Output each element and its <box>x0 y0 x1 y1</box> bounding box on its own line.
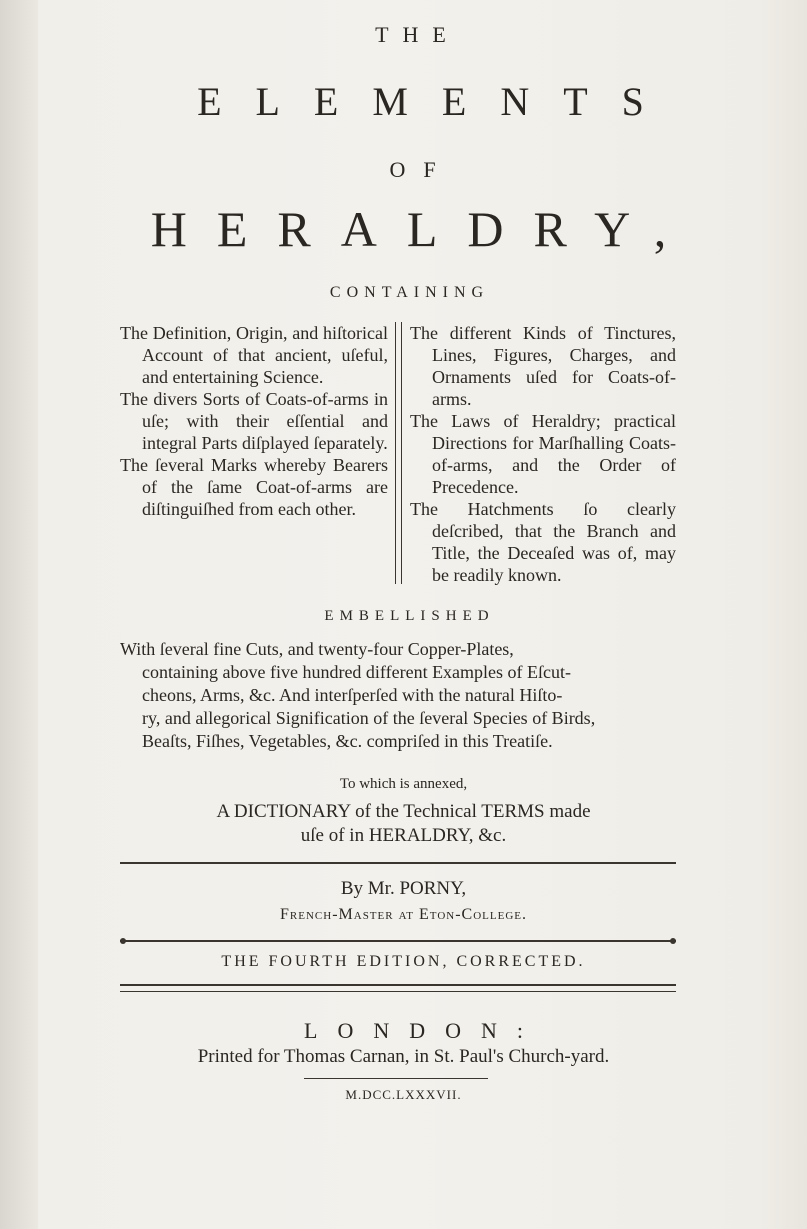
title-elements: ELEMENTS <box>197 79 678 124</box>
embellished-line: Beaſts, Fiſhes, Vegetables, &c. compriſed in this Treatiſe. <box>142 731 553 751</box>
dictionary-line: uſe of in HERALDRY, &c. <box>300 825 507 846</box>
ornamental-rule <box>120 940 676 942</box>
annexed-note: To which is annexed, <box>339 776 468 792</box>
embellished-heading: EMBELLISHED <box>324 608 495 624</box>
dictionary-line: A DICTIONARY of the Technical TERMS made <box>216 801 591 822</box>
contents-item: The divers Sorts of Coats-of-arms in uſe; with their eſſential and integral Parts diſplayed ſeparately. <box>120 389 388 453</box>
title-heraldry: HERALDRY, <box>150 201 697 257</box>
column-divider <box>395 322 402 584</box>
embellished-line: cheons, Arms, &c. And interſperſed with the natural Hiſto- <box>142 685 563 705</box>
contents-item: The ſeveral Marks whereby Bearers of the ſame Coat-of-arms are diſtinguiſhed from each other. <box>120 455 388 519</box>
date-rule <box>304 1078 488 1079</box>
edition-line: THE FOURTH EDITION, CORRECTED. <box>221 953 586 970</box>
contents-item: The Definition, Origin, and hiſtorical Account of that ancient, uſeful, and entertaining Science. <box>120 323 388 387</box>
containing-heading: CONTAINING <box>329 284 490 301</box>
ornamental-rule <box>120 862 676 864</box>
contents-item: The Laws of Heraldry; practical Directions for Marſhalling Coats-of-arms, and the Order of Precedence. <box>410 411 676 497</box>
contents-left-column <box>120 322 388 520</box>
embellished-line: ry, and allegorical Signification of the ſeveral Species of Birds, <box>142 708 596 728</box>
imprint-city: LONDON: <box>304 1018 543 1043</box>
double-rule-bottom <box>120 991 676 992</box>
author-line: By Mr. PORNY, <box>340 878 467 899</box>
author-title: French-Master at Eton-College. <box>280 906 527 923</box>
title-the: THE <box>375 22 460 47</box>
title-of: OF <box>389 157 454 182</box>
contents-item: The different Kinds of Tinctures, Lines, Figures, Charges, and Ornaments uſed for Coats-of-arms. <box>410 323 676 409</box>
contents-right-column <box>410 322 676 586</box>
imprint-printer: Printed for Thomas Carnan, in St. Paul's Church-yard. <box>197 1046 610 1067</box>
double-rule-top <box>120 984 676 986</box>
embellished-line: With ſeveral fine Cuts, and twenty-four Copper-Plates, <box>120 639 514 659</box>
dictionary-note <box>0 800 807 848</box>
imprint-date: M.DCC.LXXXVII. <box>345 1087 462 1102</box>
embellished-description <box>120 638 676 753</box>
contents-item: The Hatchments ſo clearly deſcribed, that the Branch and Title, the Deceaſed was of, may be readily known. <box>410 499 676 585</box>
embellished-line: containing above five hundred different Examples of Eſcut- <box>142 662 572 682</box>
